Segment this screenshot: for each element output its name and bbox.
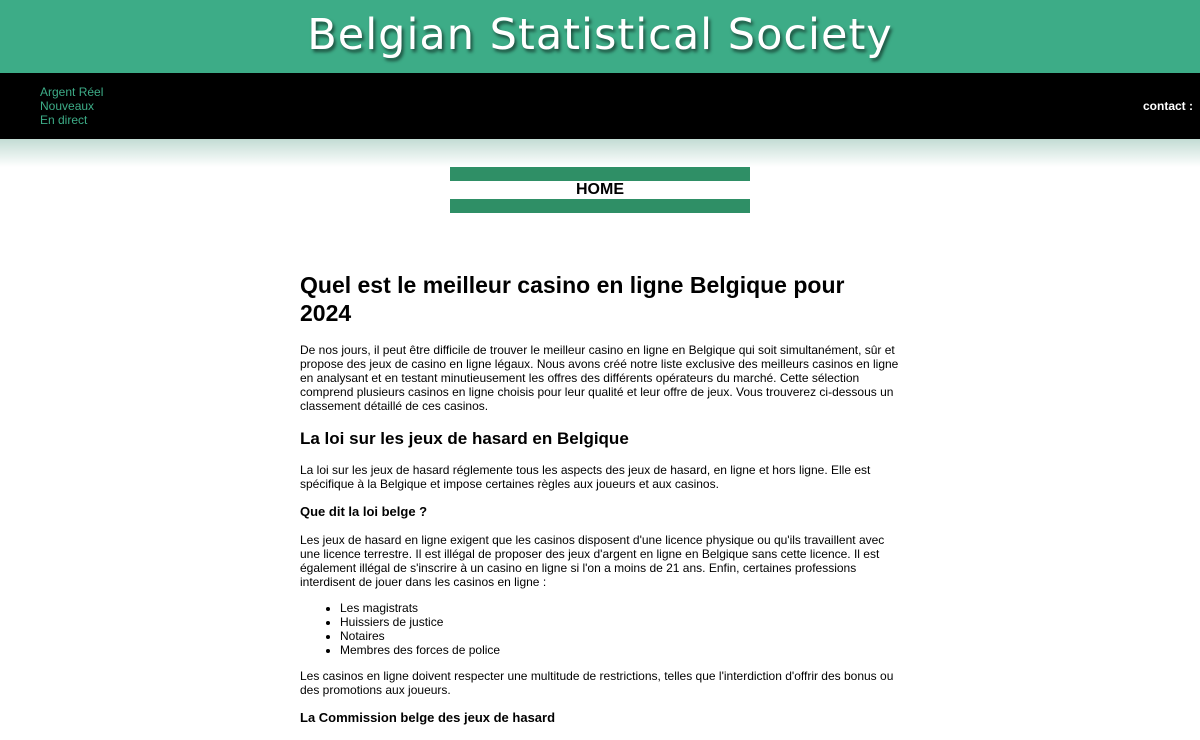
site-banner	[0, 0, 1200, 73]
list-item: • Huissiers de justice	[340, 615, 900, 629]
law-paragraph: La loi sur les jeux de hasard réglemente tous les aspects des jeux de hasard, en ligne et hors ligne. Elle est spécifique à la Belgique et impose certaines règles aux joueurs et aux casinos.	[300, 463, 871, 491]
commission-heading: La Commission belge des jeux de hasard	[300, 710, 556, 725]
belgian-law-heading: Que dit la loi belge ?	[300, 504, 428, 519]
category-links	[40, 85, 103, 127]
header-gradient	[0, 139, 1200, 167]
intro-paragraph: De nos jours, il peut être difficile de trouver le meilleur casino en ligne en Belgique qui soit simultanément, sûr et propose des jeux de casino en ligne légaux. Nous avons créé notre liste exclusive des meilleurs casinos en ligne en analysant et en testant minutieusement les offres des différents opérateurs du marché. Cette sélection comprend plusieurs casinos en ligne choisis pour leur qualité et leur offre de jeux. Vous trouverez ci-dessous un classement détaillé de ces casinos.	[300, 343, 899, 413]
list-item: • Les magistrats	[340, 601, 900, 615]
site-title: Belgian Statistical Society	[307, 10, 893, 60]
law-detail-paragraph: Les jeux de hasard en ligne exigent que les casinos disposent d'une licence physique ou qu'ils travaillent avec une licence terrestre. Il est illégal de proposer des jeux d'argent en ligne en Belgique sans cette licence. Il est également illégal de s'inscrire à un casino en ligne si l'on a moins de 21 ans. Enfin, certaines professions interdisent de jouer dans les casinos en ligne :	[300, 533, 885, 589]
list-item: • Notaires	[340, 629, 900, 643]
home-menu	[450, 167, 750, 213]
article	[300, 271, 900, 726]
professions-list	[300, 601, 900, 657]
home-menu-top-stripe	[450, 167, 750, 181]
home-link[interactable]: HOME	[576, 181, 624, 198]
nav-link-nouveaux[interactable]: Nouveaux	[40, 99, 95, 113]
list-item: • Membres des forces de police	[340, 643, 900, 657]
nav-link-argent-reel[interactable]: Argent Réel	[40, 85, 104, 99]
nav-link-en-direct[interactable]: En direct	[40, 113, 88, 127]
restrictions-paragraph: Les casinos en ligne doivent respecter une multitude de restrictions, telles que l'interdiction d'offrir des bonus ou des promotions aux joueurs.	[300, 669, 894, 697]
contact-label: contact :	[1142, 99, 1193, 113]
top-navigation	[0, 73, 1200, 139]
home-menu-bottom-stripe	[450, 199, 750, 213]
article-title: Quel est le meilleur casino en ligne Belgique pour 2024	[300, 272, 845, 326]
law-heading: La loi sur les jeux de hasard en Belgique	[300, 429, 629, 448]
